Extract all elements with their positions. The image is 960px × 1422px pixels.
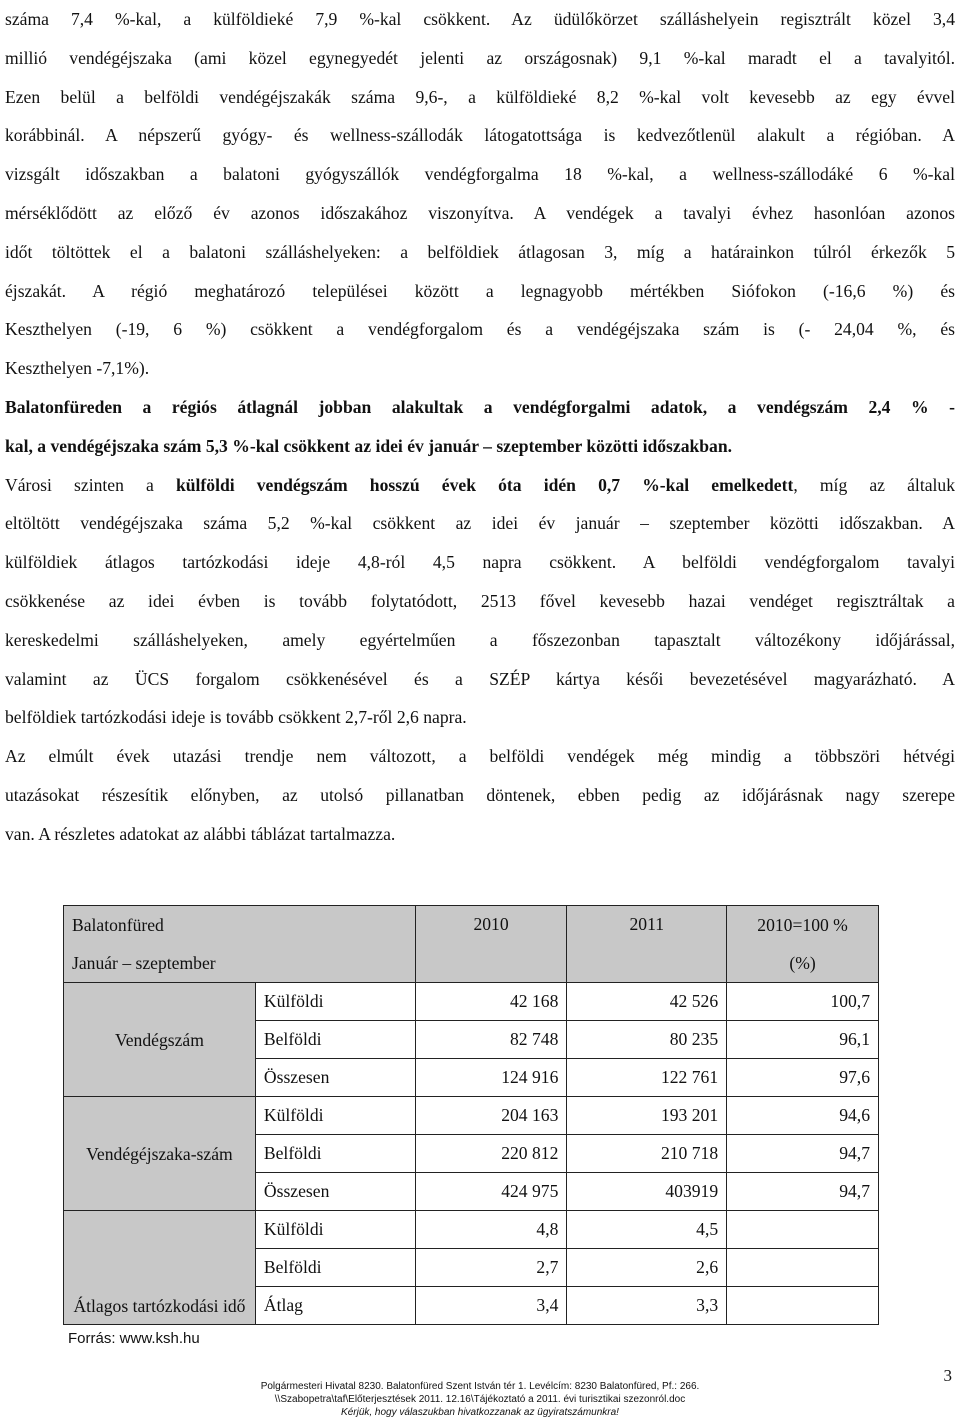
text-line: csökkenése az idei évben is tovább folytatódott, 2513 fővel kevesebb hazai vendéget regisztráltak a (5, 590, 955, 611)
text-line: millió vendégéjszaka (ami közel egynegyedét jelenti az országosnak) 9,1 %-kal maradt el a tavalyitól. (5, 47, 955, 68)
value-2011: 210 718 (567, 1135, 727, 1173)
value-2010: 220 812 (415, 1135, 567, 1173)
paragraph-3 (5, 466, 955, 738)
group-label: Átlagos tartózkodási idő (64, 1211, 256, 1325)
header-title: Balatonfüred (64, 906, 416, 945)
text-run: , míg az általuk (793, 474, 955, 495)
text-line: eltöltött vendégéjszaka száma 5,2 %-kal csökkent az idei év január – szeptember közötti időszakban. A (5, 513, 955, 534)
value-2010: 424 975 (415, 1173, 567, 1211)
value-2011: 42 526 (567, 983, 727, 1021)
row-type: Belföldi (255, 1249, 415, 1287)
row-type: Összesen (255, 1173, 415, 1211)
text-line: kereskedelmi szálláshelyeken, amely egyértelműen a főszezonban tapasztalt változékony időjárással, (5, 629, 955, 650)
page-number: 3 (943, 1366, 952, 1385)
text-line: vizsgált időszakban a balatoni gyógyszállók vendégforgalma 18 %-kal, a wellness-szállodáké 6 %-kal (5, 164, 955, 185)
text-line: van. A részletes adatokat az alábbi táblázat tartalmazza. (5, 823, 396, 844)
text-line: Keszthelyen (-19, 6 %) csökkent a vendégforgalom és a vendégéjszaka szám is (- 24,04 %, és (5, 319, 955, 340)
text-line: korábbinál. A népszerű gyógy- és wellness-szállodák látogatottsága is kedvezőtlenül alakult a régióban. A (5, 125, 955, 146)
value-2010: 82 748 (415, 1021, 567, 1059)
header-index-unit: (%) (727, 944, 879, 983)
value-2011: 193 201 (567, 1097, 727, 1135)
row-type: Átlag (255, 1287, 415, 1325)
value-2010: 42 168 (415, 983, 567, 1021)
value-index (727, 1211, 879, 1249)
value-2011: 3,3 (567, 1287, 727, 1325)
value-index: 94,6 (727, 1097, 879, 1135)
text-line-mixed (5, 466, 955, 505)
footer-note: Kérjük, hogy válaszukban hivatkozzanak az ügyiratszámunkra! (341, 1407, 619, 1418)
text-line: Ezen belül a belföldi vendégéjszakák száma 9,6-, a külföldieké 8,2 %-kal volt kevesebb az egy évvel (5, 86, 955, 107)
text-line: belföldiek tartózkodási ideje is tovább csökkent 2,7-ről 2,6 napra. (5, 707, 467, 728)
text-line: utazásokat részesítik előnyben, az utolsó pillanatban döntenek, ebben pedig az időjárásnak nagy szerepe (5, 784, 955, 805)
value-index: 97,6 (727, 1059, 879, 1097)
group-label: Vendégéjszaka-szám (64, 1097, 256, 1211)
paragraph-4 (5, 737, 955, 853)
row-type: Belföldi (255, 1021, 415, 1059)
paragraph-1 (5, 0, 955, 388)
row-type: Külföldi (255, 1097, 415, 1135)
value-2011: 2,6 (567, 1249, 727, 1287)
source-note: Forrás: www.ksh.hu (68, 1330, 200, 1347)
text-line: külföldiek átlagos tartózkodási ideje 4,8-ról 4,5 napra csökkent. A belföldi vendégforgalom tavalyi (5, 552, 955, 573)
value-2010: 3,4 (415, 1287, 567, 1325)
value-index: 94,7 (727, 1135, 879, 1173)
value-2010: 2,7 (415, 1249, 567, 1287)
footer-filepath: \\Szabopetra\taf\Előterjesztések 2011. 12.16\Tájékoztató a 2011. évi turisztikai szezonról.doc (274, 1394, 686, 1405)
value-2011: 80 235 (567, 1021, 727, 1059)
statistics-table (63, 905, 879, 1325)
page-footer (0, 1380, 960, 1419)
paragraph-2-bold (5, 388, 955, 466)
text-run: Városi szinten a (5, 474, 176, 495)
text-line: időt töltöttek el a balatoni szálláshelyeken: a belföldiek átlagosan 3, míg a határainkon túlról érkezők 5 (5, 241, 955, 262)
value-index: 96,1 (727, 1021, 879, 1059)
text-line: Balatonfüreden a régiós átlagnál jobban alakultak a vendégforgalmi adatok, a vendégszám 2,4 % - (5, 396, 955, 417)
text-line: kal, a vendégéjszaka szám 5,3 %-kal csökkent az idei év január – szeptember közötti időszakban. (5, 435, 733, 456)
group-label: Vendégszám (64, 983, 256, 1097)
table-row (64, 1097, 879, 1135)
text-line: Keszthelyen -7,1%). (5, 358, 150, 379)
text-line: éjszakát. A régió meghatározó települései között a legnagyobb mértékben Siófokon (-16,6 %) és (5, 280, 955, 301)
text-line: mérséklődött az előző év azonos időszakához viszonyítva. A vendégek a tavalyi évhez hasonlóan azonos (5, 202, 955, 223)
value-index: 94,7 (727, 1173, 879, 1211)
value-2010: 204 163 (415, 1097, 567, 1135)
value-2010: 124 916 (415, 1059, 567, 1097)
value-index (727, 1287, 879, 1325)
highlight-run: külföldi vendégszám hosszú évek óta idén 0,7 %-kal emelkedett (175, 474, 794, 495)
value-2010: 4,8 (415, 1211, 567, 1249)
body-text (5, 0, 955, 854)
text-line: száma 7,4 %-kal, a külföldieké 7,9 %-kal csökkent. Az üdülőkörzet szálláshelyein regisztrált közel 3,4 (5, 9, 955, 29)
table-row (64, 1211, 879, 1249)
row-type: Összesen (255, 1059, 415, 1097)
header-2010: 2010 (415, 906, 567, 983)
header-index: 2010=100 % (727, 906, 879, 945)
footer-address: Polgármesteri Hivatal 8230. Balatonfüred Szent István tér 1. Levélcím: 8230 Balatonfüred, Pf.: 266. (260, 1381, 700, 1392)
text-line: Az elmúlt évek utazási trendje nem változott, a belföldi vendégek még mindig a többszöri hétvégi (5, 746, 955, 767)
row-type: Külföldi (255, 983, 415, 1021)
header-period: Január – szeptember (64, 944, 416, 983)
table-row (64, 983, 879, 1021)
text-line: valamint az ÜCS forgalom csökkenésével és a SZÉP kártya késői bevezetésével magyarázható. A (5, 668, 955, 689)
value-index (727, 1249, 879, 1287)
header-2011: 2011 (567, 906, 727, 983)
value-2011: 122 761 (567, 1059, 727, 1097)
value-index: 100,7 (727, 983, 879, 1021)
row-type: Külföldi (255, 1211, 415, 1249)
value-2011: 403919 (567, 1173, 727, 1211)
table-header-row (64, 906, 879, 945)
value-2011: 4,5 (567, 1211, 727, 1249)
row-type: Belföldi (255, 1135, 415, 1173)
